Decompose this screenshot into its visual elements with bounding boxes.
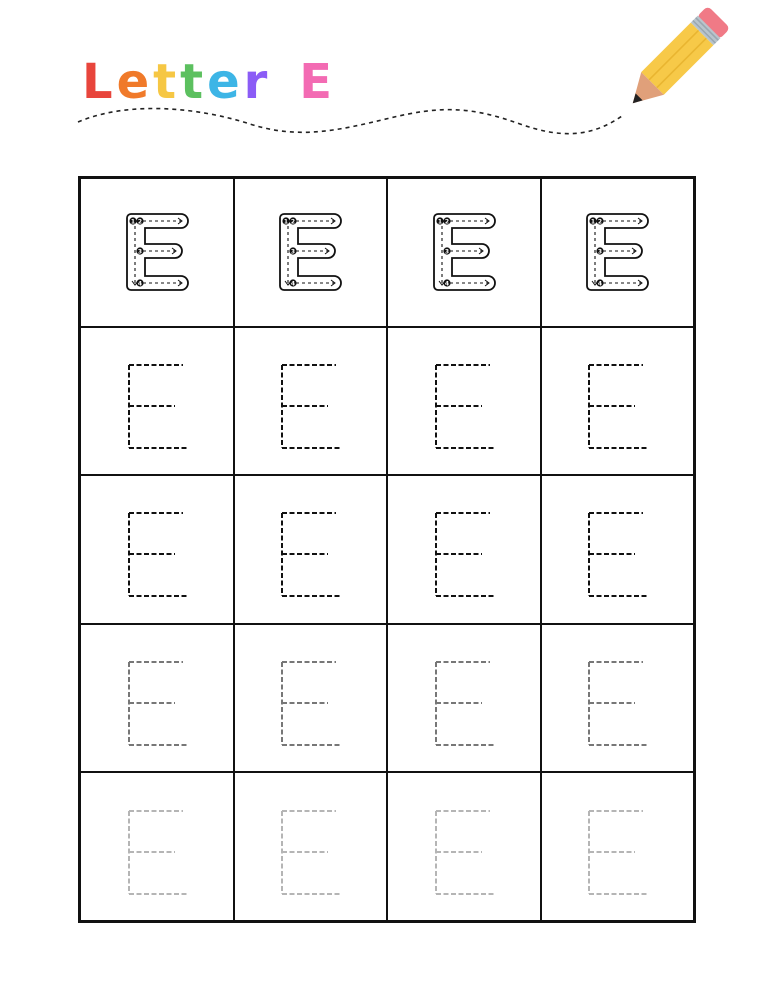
- tracing-cell: [387, 772, 541, 921]
- stroke-number: 1: [591, 218, 596, 226]
- letter-e-dashed: [270, 797, 350, 897]
- letter-e-dashed: [117, 351, 197, 451]
- letter-e-dashed: [577, 648, 657, 748]
- letter-e-dashed: [577, 499, 657, 599]
- letter-e-dashed: [117, 648, 197, 748]
- tracing-cell: [234, 327, 388, 476]
- stroke-number: 2: [598, 218, 603, 226]
- tracing-cell: [387, 475, 541, 624]
- letter-e-dashed: [117, 499, 197, 599]
- letter-e-guide: [424, 202, 504, 302]
- tracing-cell: [234, 178, 388, 327]
- tracing-cell: [80, 624, 234, 773]
- letter-e-dashed: [424, 797, 504, 897]
- letter-e-dashed: [424, 351, 504, 451]
- title-letter: L: [82, 54, 113, 110]
- title-letter: e: [207, 54, 240, 110]
- stroke-number: 4: [598, 280, 603, 288]
- title-letter: t: [180, 54, 204, 110]
- letter-e-guide: [117, 202, 197, 302]
- tracing-cell: [541, 772, 695, 921]
- tracing-cell: [234, 475, 388, 624]
- title-letter: E: [299, 54, 333, 110]
- letter-e-dashed: [270, 351, 350, 451]
- stroke-number: 4: [137, 280, 142, 288]
- dashed-wave-line: [78, 109, 622, 134]
- pencil-icon: [621, 6, 730, 115]
- letter-e-guide: [577, 202, 657, 302]
- tracing-cell: [80, 772, 234, 921]
- tracing-cell: [387, 327, 541, 476]
- letter-e-dashed: [270, 648, 350, 748]
- tracing-cell: [541, 475, 695, 624]
- letter-outline: [127, 214, 188, 290]
- letter-e-dashed: [424, 648, 504, 748]
- tracing-cell: [234, 772, 388, 921]
- stroke-number: 1: [130, 218, 135, 226]
- stroke-number: 1: [284, 218, 289, 226]
- stroke-number: 4: [291, 280, 296, 288]
- tracing-cell: [80, 327, 234, 476]
- stroke-number: 2: [137, 218, 142, 226]
- letter-e-dashed: [577, 797, 657, 897]
- title-letter: t: [153, 54, 177, 110]
- stroke-number: 2: [291, 218, 296, 226]
- letter-e-dashed: [117, 797, 197, 897]
- stroke-number: 3: [598, 248, 603, 256]
- stroke-number: 3: [444, 248, 449, 256]
- letter-outline: [280, 214, 341, 290]
- tracing-cell: [234, 624, 388, 773]
- letter-e-dashed: [270, 499, 350, 599]
- tracing-grid: [78, 176, 696, 923]
- stroke-number: 3: [137, 248, 142, 256]
- tracing-cell: [80, 178, 234, 327]
- title-letter: e: [116, 54, 150, 110]
- tracing-cell: [387, 624, 541, 773]
- letter-outline: [434, 214, 495, 290]
- stroke-number: 2: [444, 218, 449, 226]
- tracing-cell: [387, 178, 541, 327]
- tracing-cell: [541, 178, 695, 327]
- title-letter: r: [243, 54, 268, 110]
- stroke-number: 3: [291, 248, 296, 256]
- tracing-cell: [541, 327, 695, 476]
- tracing-cell: [541, 624, 695, 773]
- stroke-number: 4: [444, 280, 449, 288]
- worksheet-title: [82, 46, 336, 110]
- letter-e-dashed: [577, 351, 657, 451]
- tracing-cell: [80, 475, 234, 624]
- letter-outline: [587, 214, 648, 290]
- letter-e-guide: [270, 202, 350, 302]
- letter-e-dashed: [424, 499, 504, 599]
- stroke-number: 1: [437, 218, 442, 226]
